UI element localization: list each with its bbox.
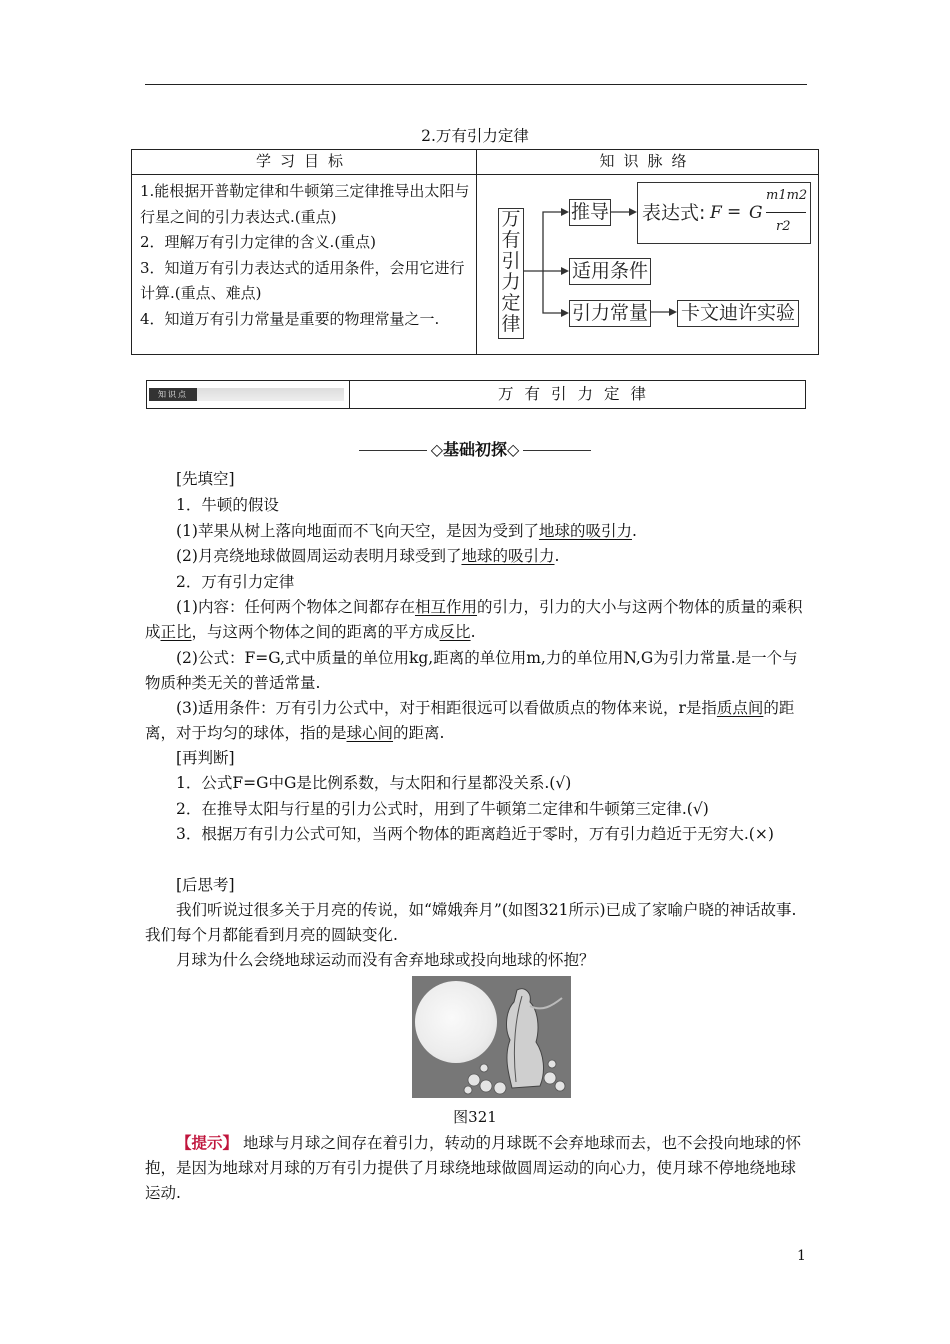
- law-content: (1)内容：任何两个物体之间都存在相互作用的引力，引力的大小与这两个物体的质量的乘积成正比，与这两个物体之间的距离的平方成反比.: [145, 598, 803, 641]
- goals-table: [131, 149, 819, 355]
- hint-label: 【提示】: [176, 1133, 239, 1152]
- judge-tag: [再判断]: [176, 749, 235, 767]
- law-formula: (2)公式：F=G,式中质量的单位用kg,距离的单位用m,力的单位用N,G为引力常量.是一个与物质种类无关的普适常量.: [145, 649, 798, 692]
- formula-g: G: [749, 203, 763, 223]
- goals-header: 学习目标: [132, 150, 477, 175]
- judge-item-3: 3．根据万有引力公式可知，当两个物体的距离趋近于零时，万有引力趋近于无穷大.(×): [176, 825, 774, 843]
- goal-item: 2．理解万有引力定律的含义.(重点): [140, 233, 377, 251]
- mindmap-experiment: 卡文迪许实验: [677, 300, 799, 327]
- figure-caption: 图321: [453, 1108, 497, 1126]
- hint-paragraph: 【提示】 地球与月球之间存在着引力，转动的月球既不会弃地球而去，也不会投向地球的怀抱，是因为地球对月球的万有引力提供了月球绕地球做圆周运动的向心力，使月球不停地绕地球运动.: [145, 1133, 801, 1202]
- formula-denominator: r2: [776, 219, 791, 234]
- mindmap-root: 万有引力定律: [498, 208, 524, 339]
- formula-f: F: [710, 203, 722, 223]
- law-heading: 2．万有引力定律: [176, 573, 295, 591]
- mindmap-derive: 推导: [569, 199, 611, 226]
- newton-heading: 1．牛顿的假设: [176, 496, 279, 514]
- newton-item-2: (2)月亮绕地球做圆周运动表明月球受到了地球的吸引力.: [176, 547, 560, 565]
- fraction-bar: [766, 212, 806, 213]
- mindmap-expression: [637, 182, 811, 244]
- think-question: 月球为什么会绕地球运动而没有舍弃地球或投向地球的怀抱？: [176, 951, 595, 969]
- think-paragraph-1: 我们听说过很多关于月亮的传说，如“嫦娥奔月”(如图321所示)已成了家喻户晓的神话故事.我们每个月都能看到月亮的圆缺变化.: [145, 901, 797, 944]
- knowledge-mindmap: [477, 175, 818, 353]
- expression-label: 表达式:: [642, 202, 706, 224]
- page-number: 1: [797, 1248, 806, 1264]
- header-rule: [145, 84, 807, 85]
- judge-item-2: 2．在推导太阳与行星的引力公式时，用到了牛顿第二定律和牛顿第三定律.(√): [176, 800, 709, 818]
- goal-item: 4．知道万有引力常量是重要的物理常量之一.: [140, 309, 440, 328]
- change-flies-to-moon-image: [412, 976, 571, 1098]
- think-tag: [后思考]: [176, 876, 235, 894]
- knowledge-point-badge: 知识点: [149, 388, 344, 401]
- mindmap-conditions: 适用条件: [569, 258, 651, 285]
- mindmap-constant: 引力常量: [569, 300, 651, 327]
- judge-item-1: 1．公式F=G中G是比例系数，与太阳和行星都没关系.(√): [176, 774, 572, 792]
- goals-cell: [132, 175, 477, 355]
- figure-silhouette: [412, 976, 571, 1098]
- formula-numerator: m1m2: [766, 188, 808, 203]
- knowledge-point-title: 万有引力定律: [497, 385, 657, 403]
- mindmap-cell: [477, 175, 819, 355]
- goal-item: 1.能根据开普勒定律和牛顿第三定律推导出太阳与行星之间的引力表达式.(重点): [140, 182, 470, 226]
- goal-item: 3．知道万有引力表达式的适用条件，会用它进行计算.(重点、难点): [140, 258, 465, 302]
- basics-banner: ◇基础初探◇: [0, 437, 950, 460]
- fill-blank-tag: [先填空]: [176, 470, 235, 488]
- formula-equals: =: [727, 202, 742, 222]
- mindmap-header: 知识脉络: [477, 150, 819, 175]
- newton-item-1: (1)苹果从树上落向地面而不飞向天空，是因为受到了地球的吸引力.: [176, 522, 637, 540]
- law-conditions: (3)适用条件：万有引力公式中，对于相距很远可以看做质点的物体来说，r是指质点间的距离，对于均匀的球体，指的是球心间的距离.: [145, 699, 795, 742]
- section-title: 2.万有引力定律: [421, 127, 529, 145]
- knowledge-point-bar: [146, 380, 806, 409]
